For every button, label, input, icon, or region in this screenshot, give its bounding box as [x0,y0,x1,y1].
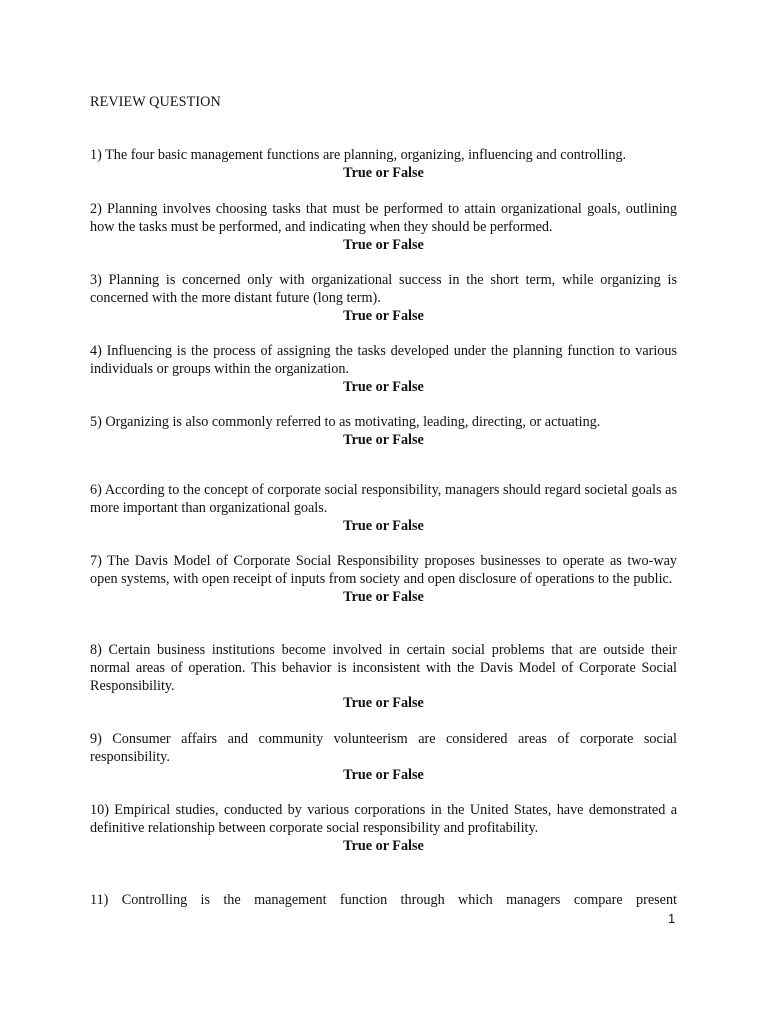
question-6 [90,482,677,535]
answer-options: True or False [343,431,424,448]
answer-options: True or False [343,378,424,395]
question-text: 2) Planning involves choosing tasks that must be performed to attain organizational goals, outlining how the tasks must be performed, and indicating when they should be performed. [90,201,677,235]
question-text: 4) Influencing is the process of assigning the tasks developed under the planning function to various individuals or groups within the organization. [90,343,677,377]
question-3 [90,272,677,325]
answer-options: True or False [343,307,424,324]
question-text: 11) Controlling is the management function through which managers compare present [90,892,677,908]
answer-options: True or False [343,695,424,712]
question-2 [90,201,677,254]
question-text: 8) Certain business institutions become involved in certain social problems that are outside their normal areas of operation. This behavior is inconsistent with the Davis Model of Corporate Social Responsibility. [90,642,677,694]
question-text: 3) Planning is concerned only with organizational success in the short term, while organizing is concerned with the more distant future (long term). [90,272,677,306]
question-7 [90,553,677,606]
answer-options: True or False [343,588,424,605]
page-title: REVIEW QUESTION [90,94,221,110]
page-number: 1 [668,911,676,926]
answer-options: True or False [343,517,424,534]
question-1 [90,147,677,183]
question-8 [90,642,677,713]
question-text: 9) Consumer affairs and community volunteerism are considered areas of corporate social responsibility. [90,731,677,765]
question-text: 10) Empirical studies, conducted by various corporations in the United States, have demonstrated a definitive relationship between corporate social responsibility and profitability. [90,802,677,836]
answer-options: True or False [343,236,424,253]
question-9 [90,731,677,784]
question-text: 6) According to the concept of corporate social responsibility, managers should regard societal goals as more important than organizational goals. [90,482,677,516]
answer-options: True or False [343,164,424,181]
answer-options: True or False [343,766,424,783]
question-5 [90,414,677,450]
question-4 [90,343,677,396]
question-text: 7) The Davis Model of Corporate Social Responsibility proposes businesses to operate as two-way open systems, with open receipt of inputs from society and open disclosure of operations to the public. [90,553,677,587]
question-11 [90,892,677,910]
question-text: 5) Organizing is also commonly referred to as motivating, leading, directing, or actuating. [90,414,601,430]
question-10 [90,802,677,855]
question-text: 1) The four basic management functions are planning, organizing, influencing and controlling. [90,147,627,163]
answer-options: True or False [343,837,424,854]
